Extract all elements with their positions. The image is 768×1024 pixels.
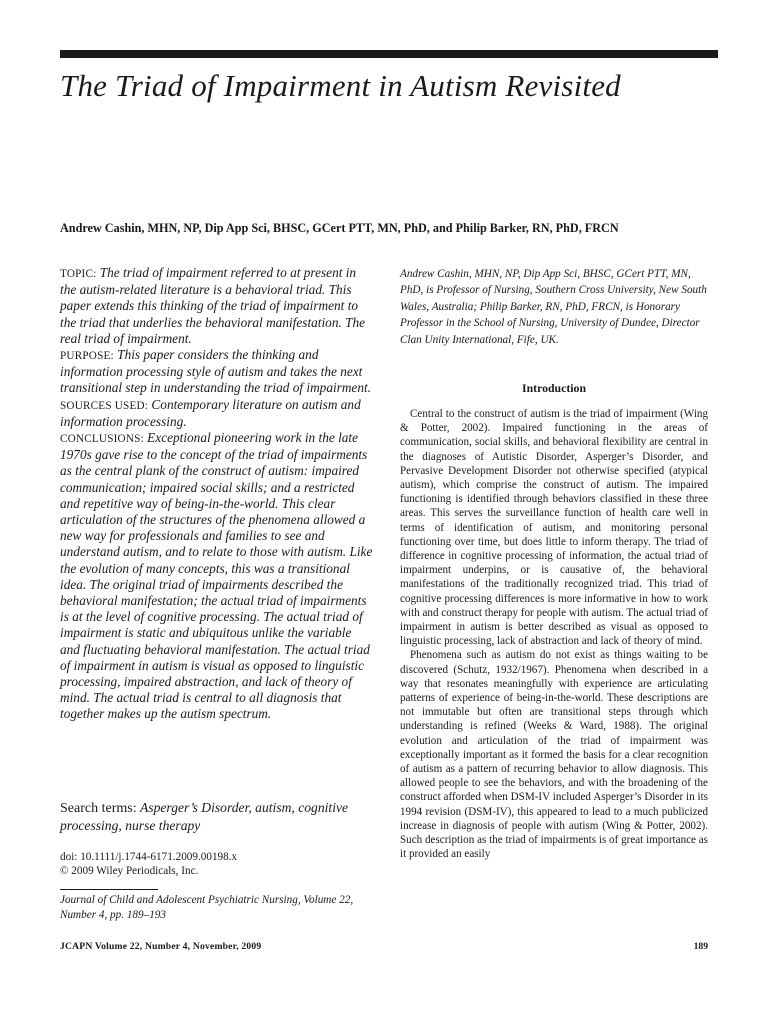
search-terms-text: Asperger’s Disorder, autism, cognitive processing, nurse therapy (60, 800, 349, 833)
topic-label: TOPIC: (60, 268, 97, 280)
author-line: Andrew Cashin, MHN, NP, Dip App Sci, BHSC, GCert PTT, MN, PhD, and Philip Barker, RN, PhD, FRCN (60, 221, 619, 235)
search-terms (60, 799, 374, 834)
abstract (60, 265, 374, 723)
journal-rule (60, 889, 158, 890)
footer-journal-issue: JCAPN Volume 22, Number 4, November, 2009 (60, 941, 262, 952)
sources-label: SOURCES USED: (60, 399, 149, 412)
doi-block (60, 851, 374, 878)
introduction-body (400, 407, 708, 862)
doi[interactable]: doi: 10.1111/j.1744-6171.2009.00198.x (60, 851, 238, 863)
body-paragraph: Central to the construct of autism is the triad of impairment (Wing & Potter, 2002). Impaired functioning in the areas of communication, social skills, and behavioral flexibility are central in the diagnoses of Autistic Disorder, Asperger’s Disorder, and Pervasive Development Disorder not otherwise specified (atypical autism), which comprise the construct of autism. The impaired functioning is identified through behaviors classified in these three areas. This serves the surveillance function of health care well in terms of identification of autism, and monitoring personal functioning over time, but does little to inform therapy. The triad of difference in cognitive processing of information, the actual triad of impairment underpins, or is causative of, the behavioral manifestations of the traditionally recognized triad. This triad of cognitive processing differences is more informative in how to work with and construct therapy for people with autism. The actual triad of impairment in autism is better described as visual as opposed to linguistic processing, lack of abstraction and lack of theory of mind. (400, 408, 708, 648)
sources-text: Contemporary literature on autism and information processing. (60, 396, 361, 429)
purpose-text: This paper considers the thinking and information processing style of autism and takes the next transitional step in understanding the triad of impairment. (60, 347, 372, 396)
article-title: The Triad of Impairment in Autism Revisited (60, 68, 621, 103)
conclusions-text: Exceptional pioneering work in the late 1970s gave rise to the concept of the triad of impairments as the central plank of the construct of autism: impaired communication; impaired social skills; and a restricted and repetitive way of being-in-the-world. This clear articulation of the structures of the phenomena allowed a new way for professionals and families to see and understand autism, and to relate to those with autism. Like the evolution of many concepts, this was a transitional idea. The original triad of impairments described the behavioral manifestation; the actual triad of impairments is at the level of cognitive processing. The actual triad of impairment is static and ubiquitous unlike the variable and fluctuating behavioral manifestation. The actual triad of impairment in autism is visual as opposed to linguistic processing, impaired abstraction, and lack of theory of mind. The actual triad is central to all diagnosis that together makes up the autism spectrum. (60, 430, 373, 722)
body-paragraph: Phenomena such as autism do not exist as things waiting to be discovered (Schutz, 1932/1967). Phenomena when described in a way that resonates meaningfully with experience are articulating patterns of experience of being-in-the-world. These descriptions are not immutable but often are transitional steps through which understanding is refined (Weeks & Ward, 1988). The original evolution and articulation of the triad of impairment was exceptionally important as it formed the basis for a clear recognition of autism as a pattern of recurring behavior to allow diagnosis. This allowed people to see the behaviors, and with the broadening of the construct afforded when DSM-IV included Asperger’s Disorder in its 1994 revision (DSM-IV), this appeared to lead to a much publicized increase in diagnosis of people with autism (Wing & Potter, 2002). Such description as the triad of impairments is of great importance as it provided an easily (400, 649, 708, 861)
section-heading-introduction: Introduction (521, 381, 587, 395)
search-terms-label: Search terms: (60, 801, 137, 816)
abstract-sources (60, 397, 374, 430)
copyright: © 2009 Wiley Periodicals, Inc. (60, 864, 199, 877)
topic-text: The triad of impairment referred to at present in the autism-related literature is a behavioral triad. This paper extends this thinking of the triad of impairment to the triad that underlies the behavioral manifestation. The real triad of impairment. (60, 265, 366, 346)
abstract-topic (60, 265, 374, 347)
purpose-label: PURPOSE: (60, 350, 114, 363)
journal-reference: Journal of Child and Adolescent Psychiatric Nursing, Volume 22, Number 4, pp. 189–193 (60, 894, 354, 921)
page-number: 189 (693, 941, 708, 952)
top-rule (60, 50, 718, 58)
abstract-conclusions (60, 430, 374, 723)
abstract-purpose (60, 347, 374, 397)
conclusions-label: CONCLUSIONS: (60, 433, 144, 446)
author-bio: Andrew Cashin, MHN, NP, Dip App Sci, BHSC, GCert PTT, MN, PhD, is Professor of Nursing, Southern Cross University, New South Wales, Australia; Philip Barker, RN, PhD, FRCN, is Honorary Professor in the School of Nursing, University of Dundee, Director Clan Unity International, Fife, UK. (400, 268, 707, 346)
